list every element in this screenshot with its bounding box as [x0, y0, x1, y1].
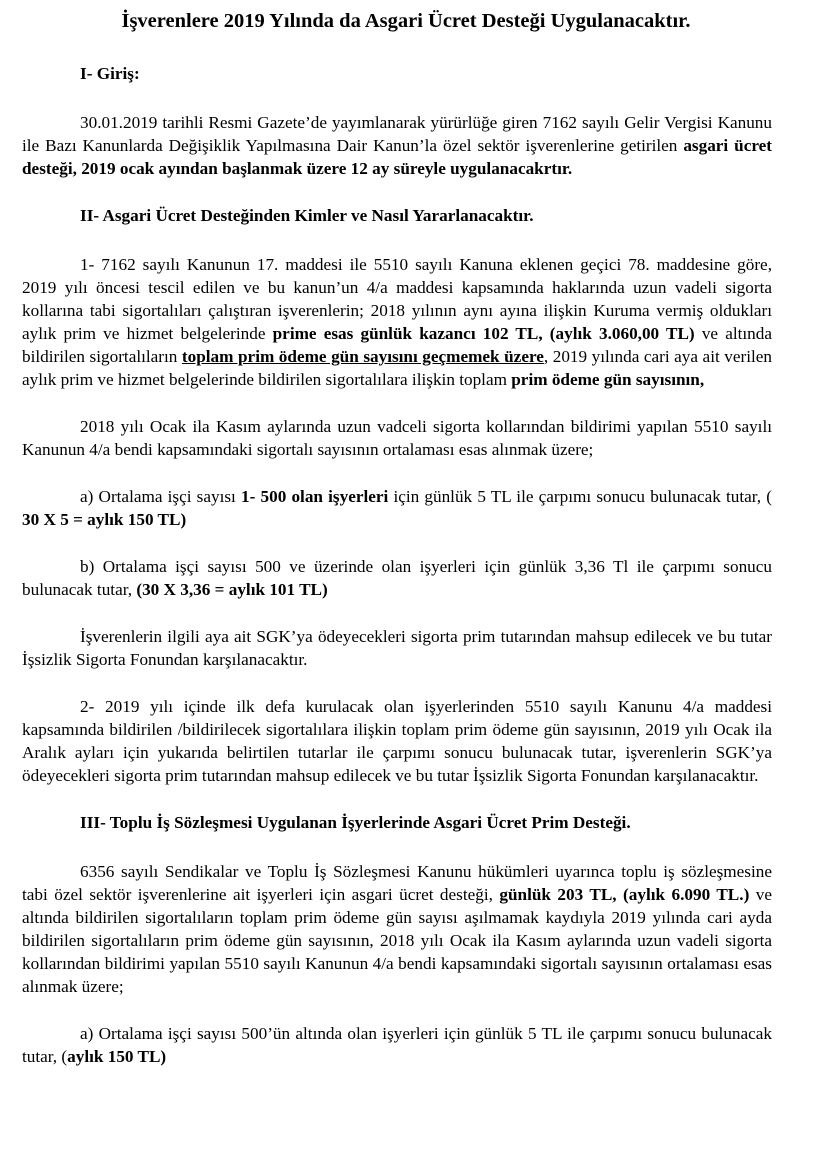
paragraph-madde-1	[22, 253, 772, 391]
paragraph-ortalama: 2018 yılı Ocak ila Kasım aylarında uzun vadceli sigorta kollarından bildirimi yapılan 5510 sayılı Kanunun 4/a bendi kapsamındaki sigortalı sayısının ortalaması esas alınmak üzere;	[22, 417, 772, 459]
paragraph-item-a	[22, 485, 772, 531]
section-heading-toplu-is: III- Toplu İş Sözleşmesi Uygulanan İşyerlerinde Asgari Ücret Prim Desteği.	[80, 813, 631, 832]
paragraph-text: , 2019 yılında cari aya ait verilen aylık prim ve hizmet belgelerinde bildirilen sigortalılara ilişkin toplam	[22, 347, 772, 389]
paragraph-text: a) Ortalama işçi sayısı 500’ün altında olan işyerleri için günlük 5 TL ile çarpımı sonucu bulunacak tutar, (	[22, 1024, 772, 1066]
bold-text: 1- 500 olan işyerleri	[241, 487, 389, 506]
paragraph-madde-2: 2- 2019 yılı içinde ilk defa kurulacak olan işyerlerinden 5510 sayılı Kanunu 4/a maddesi kapsamında bildirilen /bildirilecek sigortalılara ilişkin toplam prim ödeme gün sayısının, 2019 yılı Ocak ila Aralık ayları için yukarıda belirtilen tutarlar ile çarpımı sonucu bulunacak tutar, işverenlerin SGK’ya ödeyecekleri sigorta prim tutarından mahsup edilecek ve bu tutar İşsizlik Sigorta Fonundan karşılanacaktır.	[22, 697, 772, 785]
paragraph-text: 1- 7162 sayılı Kanunun 17. maddesi ile 5510 sayılı Kanuna eklenen geçici 78. maddesine göre, 2019 yılı öncesi tescil edilen ve bu kanun’un 4/a maddesi kapsamında haklarında uzun vadeli sigorta kollarına tabi sigortalıları çalıştıran işverenlerin; 2018 yılının aynı ayına ilişkin Kuruma vermiş oldukları aylık prim ve hizmet belgelerinde	[22, 255, 772, 343]
paragraph-text: a) Ortalama işçi sayısı	[80, 487, 242, 506]
paragraph-item-b	[22, 555, 772, 601]
paragraph-giris	[22, 111, 772, 180]
bold-text: 30 X 5 = aylık 150 TL)	[22, 510, 187, 529]
document-title: İşverenlere 2019 Yılında da Asgari Ücret Desteği Uygulanacaktır.	[121, 10, 691, 32]
bold-text: prime esas günlük kazancı 102 TL, (aylık 3.060,00 TL)	[272, 324, 695, 343]
bold-text: asgari ücret desteği, 2019 ocak ayından başlanmak üzere 12 ay süreyle uygulanacakrtır.	[22, 136, 772, 178]
bold-text: aylık 150 TL)	[67, 1047, 167, 1066]
paragraph-toplu-is-item-a	[22, 1022, 772, 1068]
paragraph-text: 30.01.2019 tarihli Resmi Gazete’de yayımlanarak yürürlüğe giren 7162 sayılı Gelir Vergisi Kanunu ile Bazı Kanunlarda Değişiklik Yapılmasına Dair Kanun’la özel sektör işverenlerine getirilen	[22, 113, 772, 155]
paragraph-text: 6356 sayılı Sendikalar ve Toplu İş Sözleşmesi Kanunu hükümleri uyarınca toplu iş sözleşmesine tabi özel sektör işverenlerine ait işyerleri için asgari ücret desteği,	[22, 862, 772, 904]
paragraph-text: ve altında bildirilen sigortalıların	[22, 324, 772, 366]
paragraph-text: ve altında bildirilen sigortalıların toplam prim ödeme gün sayısı aşılmamak kaydıyla 2019 yılında cari ayda bildirilen sigortalıların prim ödeme gün sayısının, 2018 yılı Ocak ila Kasım aylarında uzun vadeli sigorta kollarından bildirimi yapılan 5510 sayılı Kanunun 4/a bendi kapsamındaki sigortalı sayısının ortalaması esas alınmak üzere;	[22, 885, 772, 996]
paragraph-text: için günlük 5 TL ile çarpımı sonucu bulunacak tutar, (	[388, 487, 773, 506]
bold-text: (30 X 3,36 = aylık 101 TL)	[136, 580, 328, 599]
paragraph-text: b) Ortalama işçi sayısı 500 ve üzerinde olan işyerleri için günlük 3,36 Tl ile çarpımı sonucu bulunacak tutar,	[22, 557, 772, 599]
bold-text: günlük 203 TL, (aylık 6.090 TL.)	[499, 885, 750, 904]
paragraph-toplu-is	[22, 860, 772, 998]
section-heading-kimler: II- Asgari Ücret Desteğinden Kimler ve Nasıl Yararlanacaktır.	[80, 206, 534, 225]
bold-text: prim ödeme gün sayısının,	[511, 370, 705, 389]
paragraph-isverenler: İşverenlerin ilgili aya ait SGK’ya ödeyecekleri sigorta prim tutarından mahsup edilecek ve bu tutar İşsizlik Sigorta Fonundan karşılanacaktır.	[22, 627, 772, 669]
bold-underlined-text: toplam prim ödeme gün sayısını geçmemek üzere	[181, 347, 544, 366]
section-heading-giris: I- Giriş:	[80, 64, 140, 83]
